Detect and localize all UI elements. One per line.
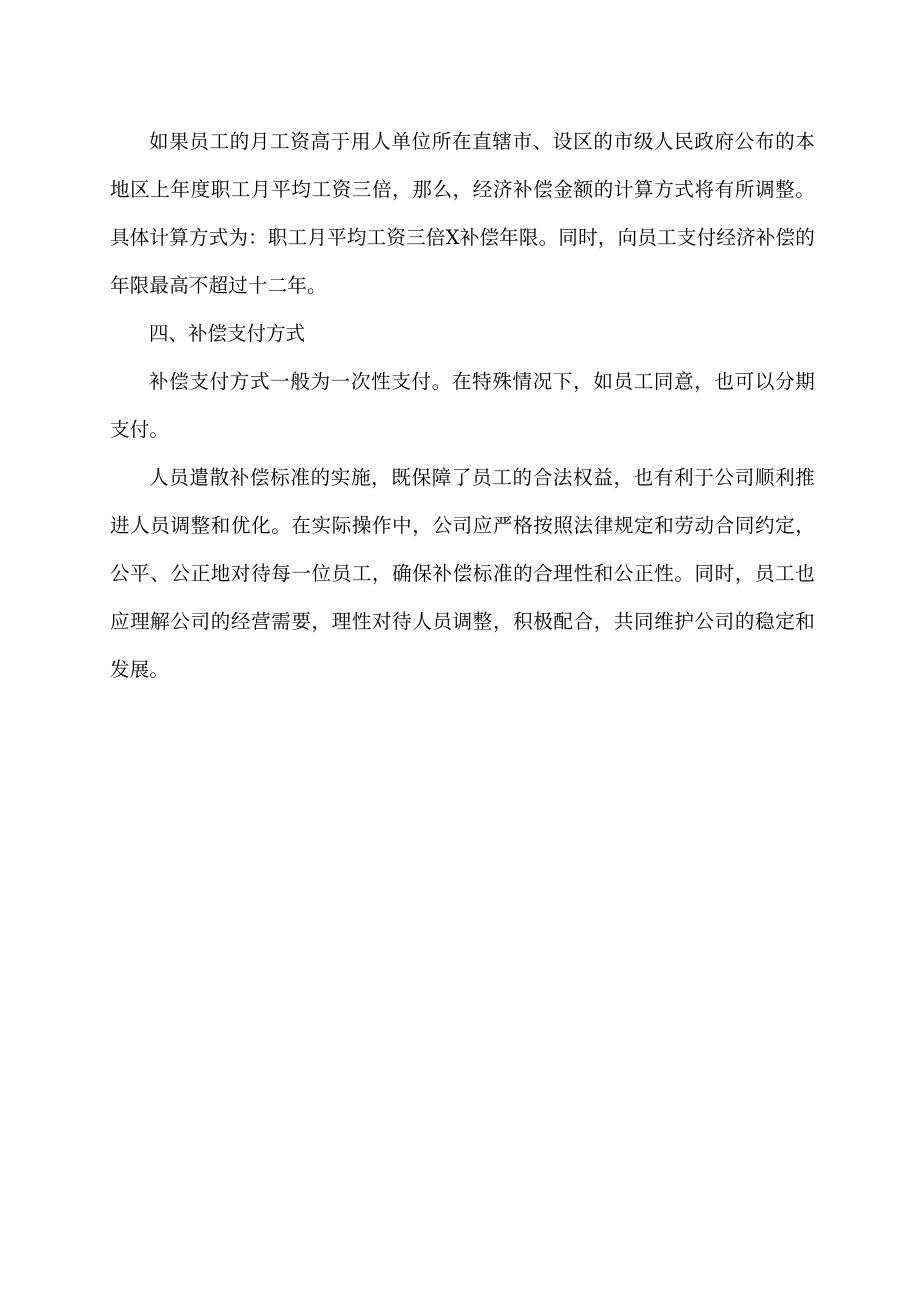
paragraph-conclusion: 人员遣散补偿标准的实施，既保障了员工的合法权益，也有利于公司顺利推进人员调整和优化。在实际操作中，公司应严格按照法律规定和劳动合同约定，公平、公正地对待每一位员工，确保补偿标准的合理性和公正性。同时，员工也应理解公司的经营需要，理性对待人员调整，积极配合，共同维护公司的稳定和发展。 [110, 466, 815, 681]
paragraph-payment-method: 补偿支付方式一般为一次性支付。在特殊情况下，如员工同意，也可以分期支付。 [110, 370, 815, 441]
document-body [110, 118, 815, 694]
paragraph-compensation-cap: 如果员工的月工资高于用人单位所在直辖市、设区的市级人民政府公布的本地区上年度职工月平均工资三倍，那么，经济补偿金额的计算方式将有所调整。具体计算方式为：职工月平均工资三倍X补偿年限。同时，向员工支付经济补偿的年限最高不超过十二年。 [110, 130, 815, 297]
section-heading-payment-method: 四、补偿支付方式 [149, 322, 306, 345]
